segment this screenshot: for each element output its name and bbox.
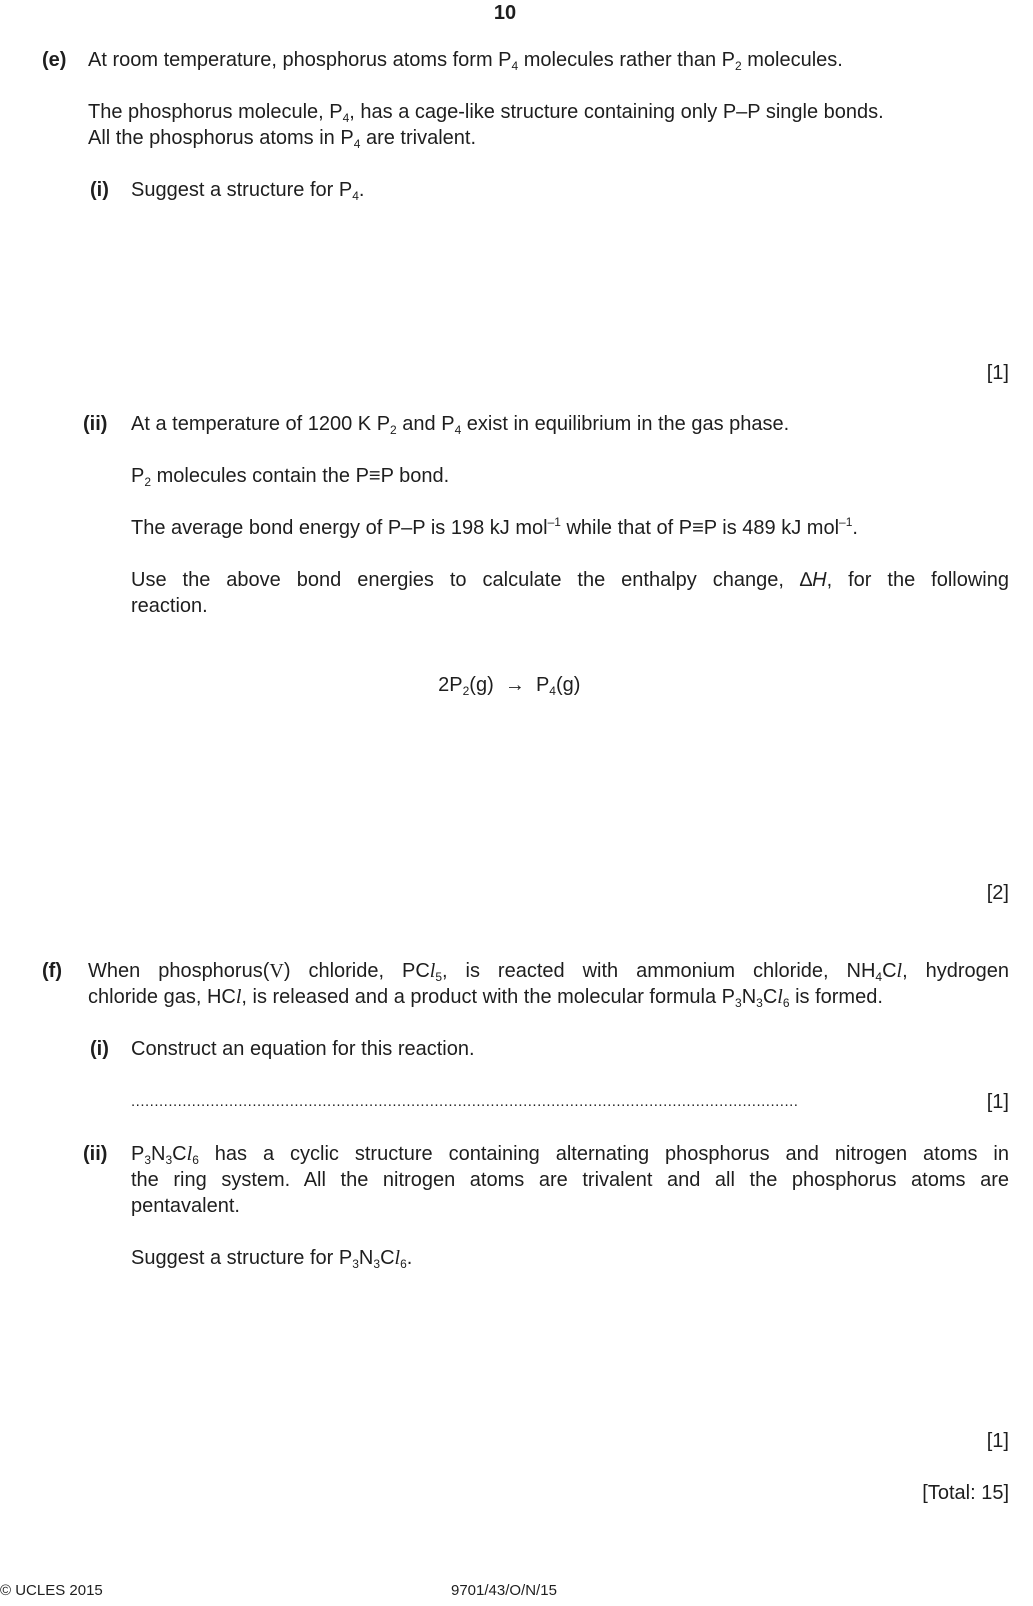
part-f-i-question: Construct an equation for this reaction. xyxy=(131,1038,475,1060)
part-f-i-mark: [1] xyxy=(986,1091,1009,1113)
part-e-ii-bond-energies: The average bond energy of P–P is 198 kJ mol$^{-1}$ while that of P≡P is 489 kJ mol$^{-1}$. xyxy=(131,515,858,539)
part-e-i-question: Suggest a structure for $P_4$. xyxy=(131,179,365,203)
total-marks: [Total: 15] xyxy=(922,1482,1009,1504)
answer-area-p3n3cl6-structure[interactable] xyxy=(131,1285,1001,1420)
part-e-ii-instruction-end: reaction. xyxy=(131,595,208,617)
part-e-label: (e) xyxy=(42,49,67,71)
part-e-ii-line2: $P_2$ molecules contain the P≡P bond. xyxy=(131,465,450,489)
part-e-i-mark: [1] xyxy=(986,362,1009,384)
answer-area-p4-structure[interactable] xyxy=(131,215,1001,355)
page-number: 10 xyxy=(493,2,517,24)
footer-copyright: © UCLES 2015 xyxy=(0,1582,103,1599)
part-f-label: (f) xyxy=(42,960,62,982)
part-e-structure-text: The phosphorus molecule, $P_4$, has a cage-like structure containing only P–P single bonds. xyxy=(88,101,884,125)
part-f-i-label: (i) xyxy=(90,1038,109,1060)
part-f-line1: When phosphorus(V) chloride, PCl$_5$, is reacted with ammonium chloride, $NH_4Cl$, hydrogen xyxy=(88,960,1010,984)
answer-area-enthalpy[interactable] xyxy=(131,690,1001,870)
part-f-ii-line3: pentavalent. xyxy=(131,1195,240,1217)
part-f-ii-label: (ii) xyxy=(83,1143,108,1165)
part-e-trivalent-text: All the phosphorus atoms in $P_4$ are trivalent. xyxy=(88,127,476,151)
part-e-ii-label: (ii) xyxy=(83,413,108,435)
answer-line-equation[interactable]: ............................................................................................................................................... xyxy=(131,1093,799,1110)
part-f-ii-line2: the ring system. All the nitrogen atoms are trivalent and all the phosphorus atoms are xyxy=(131,1169,1009,1191)
part-e-ii-instruction: Use the above bond energies to calculate the enthalpy change, ∆H, for the following xyxy=(131,569,1009,591)
part-f-ii-mark: [1] xyxy=(986,1430,1009,1452)
part-e-intro: At room temperature, phosphorus atoms form $P_4$ molecules rather than $P_2$ molecules. xyxy=(88,49,843,73)
part-e-ii-line1: At a temperature of 1200 K $P_2$ and $P_4$ exist in equilibrium in the gas phase. xyxy=(131,413,790,437)
footer-paper-code: 9701/43/O/N/15 xyxy=(451,1582,557,1599)
part-e-i-label: (i) xyxy=(90,179,109,201)
part-f-ii-line1: $P_3N_3Cl_6$ has a cyclic structure containing alternating phosphorus and nitrogen atoms in xyxy=(131,1143,1009,1167)
part-e-ii-mark: [2] xyxy=(986,882,1009,904)
part-f-ii-question: Suggest a structure for $P_3N_3Cl_6$. xyxy=(131,1247,413,1271)
part-f-line2: chloride gas, HCl, is released and a product with the molecular formula $P_3N_3Cl_6$ is formed. xyxy=(88,986,883,1010)
reaction-equation: $2P_2(g) \to P_4(g)$ xyxy=(438,674,581,698)
